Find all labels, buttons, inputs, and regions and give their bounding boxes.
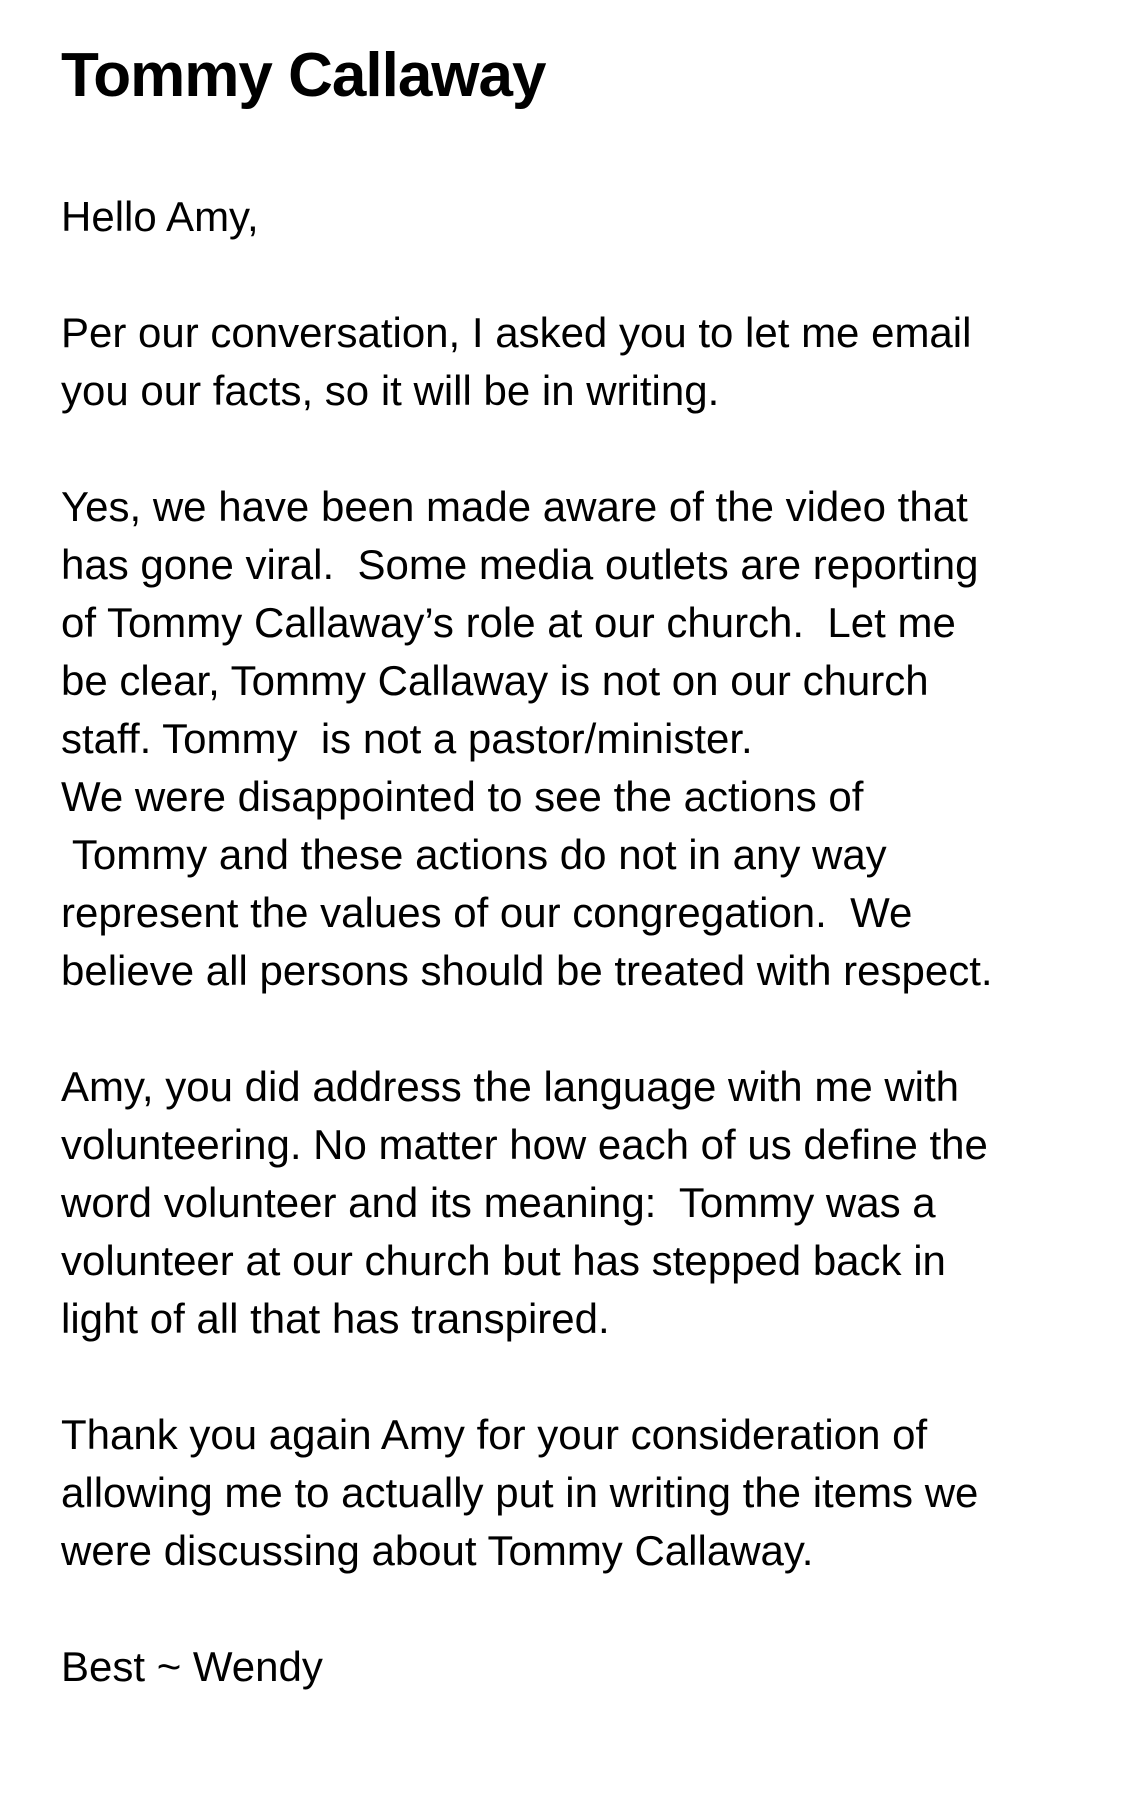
letter-title: Tommy Callaway	[61, 41, 546, 110]
paragraph-line: volunteering. No matter how each of us define the	[61, 1121, 988, 1168]
paragraph-3	[61, 1058, 1111, 1348]
paragraph-line: be clear, Tommy Callaway is not on our church	[61, 657, 929, 704]
paragraph-line: volunteer at our church but has stepped back in	[61, 1237, 946, 1284]
paragraph-line: allowing me to actually put in writing the items we	[61, 1469, 979, 1516]
paragraph-gap	[61, 246, 1111, 304]
paragraph-line: light of all that has transpired.	[61, 1295, 610, 1342]
paragraph-line: Yes, we have been made aware of the video that	[61, 483, 968, 530]
paragraph-line: of Tommy Callaway’s role at our church. Let me	[61, 599, 956, 646]
paragraph-gap	[61, 1000, 1111, 1058]
paragraph-line: staff. Tommy is not a pastor/minister.	[61, 715, 753, 762]
paragraph-line: were discussing about Tommy Callaway.	[61, 1527, 814, 1574]
paragraph-line: Per our conversation, I asked you to let me email	[61, 309, 972, 356]
paragraph-line: Amy, you did address the language with me with	[61, 1063, 960, 1110]
paragraph-line: word volunteer and its meaning: Tommy was a	[61, 1179, 936, 1226]
paragraph-gap	[61, 1580, 1111, 1638]
paragraph-4	[61, 1406, 1111, 1580]
paragraph-2	[61, 478, 1111, 1000]
paragraph-gap	[61, 1348, 1111, 1406]
letter-page	[61, 38, 1111, 1696]
paragraph-line: Tommy and these actions do not in any way	[61, 831, 887, 878]
paragraph-line: Thank you again Amy for your consideration of	[61, 1411, 928, 1458]
greeting: Hello Amy,	[61, 193, 259, 240]
paragraph-1	[61, 304, 1111, 420]
signoff: Best ~ Wendy	[61, 1643, 323, 1690]
paragraph-gap	[61, 420, 1111, 478]
paragraph-line: believe all persons should be treated with respect.	[61, 947, 993, 994]
paragraph-line: represent the values of our congregation. We	[61, 889, 913, 936]
letter-body	[61, 188, 1111, 1696]
paragraph-line: We were disappointed to see the actions of	[61, 773, 864, 820]
paragraph-line: has gone viral. Some media outlets are reporting	[61, 541, 979, 588]
paragraph-line: you our facts, so it will be in writing.	[61, 367, 720, 414]
